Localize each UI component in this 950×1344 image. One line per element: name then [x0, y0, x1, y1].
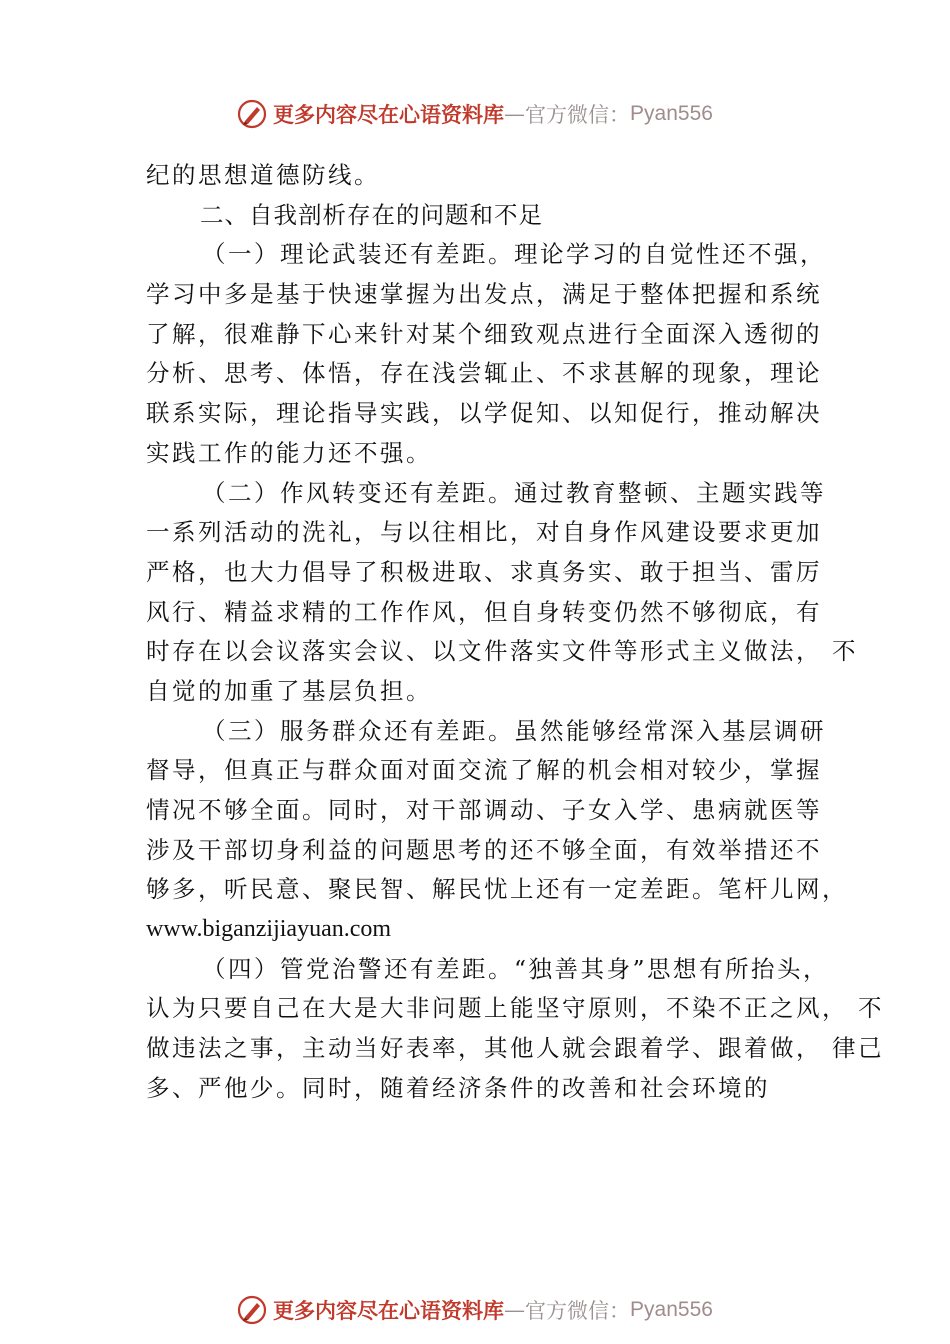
- text-line: 学习中多是基于快速掌握为出发点，满足于整体把握和系统: [146, 280, 822, 309]
- watermark-wechat-id: Pyan556: [630, 102, 713, 125]
- text-line: 多、严他少。同时，随着经济条件的改善和社会环境的: [146, 1073, 770, 1102]
- paragraph-start: （二）作风转变还有差距。通过教育整顿、主题实践等: [202, 478, 826, 507]
- text-line: 纪的思想道德防线。: [146, 161, 380, 189]
- text-line: 情况不够全面。同时，对干部调动、子女入学、患病就医等: [146, 796, 822, 824]
- watermark-footer: [0, 1290, 950, 1330]
- text-line: 认为只要自己在大是大非问题上能坚守原则，不染不正之风， 不: [146, 994, 884, 1023]
- section-heading: 二、自我剖析存在的问题和不足: [200, 200, 543, 229]
- text-line: 了解，很难静下心来针对某个细致观点进行全面深入透彻的: [146, 319, 822, 348]
- website-url: www.biganzijiayuan.com: [146, 916, 392, 943]
- text-line: 风行、精益求精的工作作风，但自身转变仍然不够彻底，有: [146, 597, 822, 626]
- watermark-dash: —: [504, 102, 526, 126]
- watermark-brand: 更多内容尽在心语资料库: [273, 102, 505, 127]
- text-line: 督导，但真正与群众面对面交流了解的机会相对较少，掌握: [146, 756, 822, 785]
- watermark-brand: 更多内容尽在心语资料库: [273, 1298, 505, 1323]
- document-body: [146, 156, 884, 1109]
- text-line: 联系实际，理论指导实践，以学促知、以知促行，推动解决: [146, 399, 822, 428]
- text-line: 自觉的加重了基层负担。: [146, 676, 432, 705]
- text-line: 做违法之事，主动当好表率，其他人就会跟着学、跟着做， 律己: [146, 1034, 884, 1063]
- text-line: 分析、思考、体悟，存在浅尝辄止、不求甚解的现象，理论: [146, 359, 822, 388]
- text-line: 实践工作的能力还不强。: [146, 438, 432, 467]
- watermark-wechat-id: Pyan556: [630, 1298, 713, 1321]
- watermark-label: 官方微信：: [525, 1299, 631, 1323]
- paragraph-start: （三）服务群众还有差距。虽然能够经常深入基层调研: [202, 716, 826, 745]
- paragraph-start: （四）管党治警还有差距。“独善其身”思想有所抬头，: [202, 954, 830, 983]
- text-line: 时存在以会议落实会议、以文件落实文件等形式主义做法， 不: [146, 637, 858, 666]
- pen-logo-icon: [237, 1295, 267, 1325]
- pen-logo-icon: [237, 99, 267, 129]
- paragraph-start: （一）理论武装还有差距。理论学习的自觉性还不强，: [202, 240, 826, 269]
- watermark-label: 官方微信：: [525, 103, 631, 127]
- watermark-dash: —: [504, 1298, 526, 1322]
- text-line: 够多，听民意、聚民智、解民忧上还有一定差距。笔杆儿网，: [146, 875, 848, 904]
- watermark-header: [0, 94, 950, 134]
- text-line: 一系列活动的洗礼，与以往相比，对自身作风建设要求更加: [146, 518, 822, 547]
- text-line: 涉及干部切身利益的问题思考的还不够全面，有效举措还不: [146, 835, 822, 864]
- text-line: 严格，也大力倡导了积极进取、求真务实、敢于担当、雷厉: [146, 557, 822, 586]
